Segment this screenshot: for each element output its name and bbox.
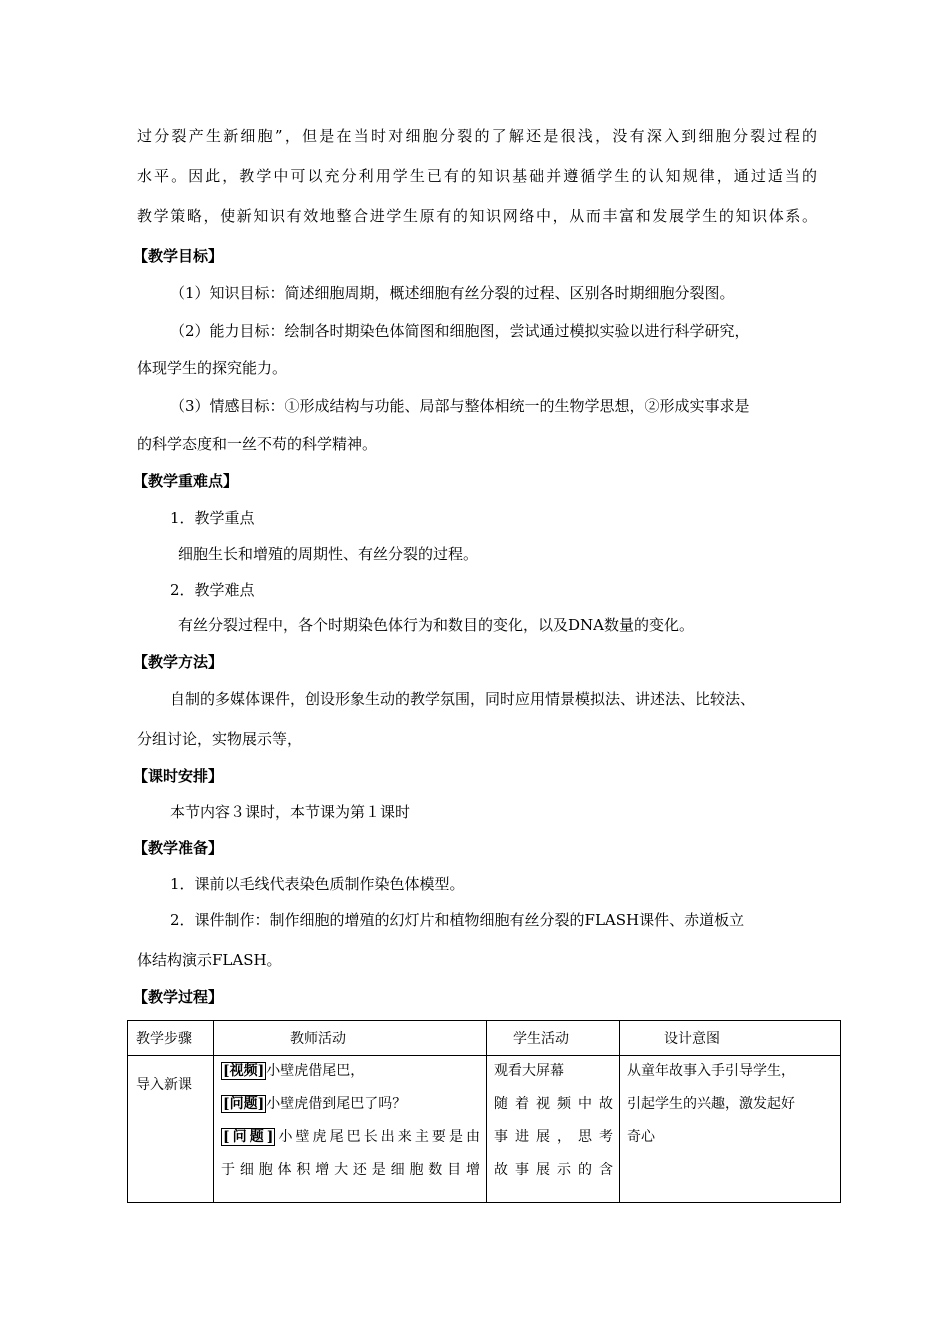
cell-design-intent	[620, 1056, 841, 1203]
intro-line-2: 水平。因此，教学中可以充分利用学生已有的知识基础并遵循学生的认知规律，通过适当的	[137, 167, 817, 185]
teaching-process-table	[127, 1020, 841, 1203]
objective-emotion-line-2: 的科学态度和一丝不苟的科学精神。	[137, 435, 378, 453]
objective-ability-line-1: （2）能力目标：绘制各时期染色体简图和细胞图，尝试通过模拟实验以进行科学研究，	[170, 322, 750, 340]
student-line: 故事展示的含	[494, 1162, 613, 1178]
student-line: 随着视频中故	[494, 1096, 613, 1112]
objectives-heading: 【教学目标】	[133, 247, 224, 265]
intro-line-3: 教学策略，使新知识有效地整合进学生原有的知识网络中，从而丰富和发展学生的知识体系。	[137, 207, 817, 225]
teacher-line: [视频] 小壁虎借尾巴，	[223, 1063, 365, 1079]
preparation-heading: 【教学准备】	[133, 839, 224, 857]
methods-line-2: 分组讨论，实物展示等，	[137, 730, 303, 748]
teacher-line: [问题] 小壁虎尾巴长出来主要是由	[223, 1129, 480, 1145]
methods-heading: 【教学方法】	[133, 653, 224, 671]
intro-line-1: 过分裂产生新细胞”，但是在当时对细胞分裂的了解还是很浅，没有深入到细胞分裂过程的	[137, 127, 817, 145]
intent-line: 引起学生的兴趣，激发起好	[627, 1096, 795, 1112]
methods-line-1: 自制的多媒体课件，创设形象生动的教学氛围，同时应用情景模拟法、讲述法、比较法、	[170, 690, 756, 708]
intent-line: 奇心	[627, 1129, 655, 1145]
key-point-text-2: 有丝分裂过程中，各个时期染色体行为和数目的变化，以及DNA数量的变化。	[178, 616, 694, 634]
table-header-row	[128, 1021, 841, 1056]
header-cell-student: 学生活动	[487, 1021, 620, 1056]
key-points-heading: 【教学重难点】	[133, 472, 239, 490]
preparation-item-1: 1．课前以毛线代表染色质制作染色体模型。	[170, 875, 465, 893]
header-cell-teacher: 教师活动	[214, 1021, 487, 1056]
teacher-line: 于细胞体积增大还是细胞数目增	[221, 1162, 480, 1178]
preparation-item-2-line-2: 体结构演示FLASH。	[137, 951, 282, 969]
schedule-heading: 【课时安排】	[133, 767, 224, 785]
step-label: 导入新课	[136, 1077, 192, 1093]
table-row	[128, 1056, 841, 1203]
cell-step	[128, 1056, 214, 1203]
student-line: 观看大屏幕	[494, 1063, 564, 1079]
schedule-text: 本节内容３课时，本节课为第１课时	[170, 803, 411, 821]
cell-student-activity	[487, 1056, 620, 1203]
process-heading: 【教学过程】	[133, 988, 224, 1006]
key-point-subheading-1: 1．教学重点	[170, 509, 255, 527]
video-tag: [视频]	[223, 1063, 265, 1079]
key-point-text-1: 细胞生长和增殖的周期性、有丝分裂的过程。	[178, 545, 479, 563]
student-line: 事进展，思考	[494, 1129, 613, 1145]
cell-teacher-activity	[214, 1056, 487, 1203]
objective-knowledge: （1）知识目标：简述细胞周期，概述细胞有丝分裂的过程、区别各时期细胞分裂图。	[170, 284, 735, 302]
key-point-subheading-2: 2．教学难点	[170, 581, 255, 599]
objective-ability-line-2: 体现学生的探究能力。	[137, 359, 288, 377]
teacher-line: [问题] 小壁虎借到尾巴了吗？	[223, 1096, 407, 1112]
preparation-item-2-line-1: 2．课件制作：制作细胞的增殖的幻灯片和植物细胞有丝分裂的FLASH课件、赤道板立	[170, 911, 745, 929]
objective-emotion-line-1: （3）情感目标：①形成结构与功能、局部与整体相统一的生物学思想，②形成实事求是	[170, 397, 750, 415]
header-cell-step: 教学步骤	[128, 1021, 214, 1056]
header-cell-intent: 设计意图	[620, 1021, 841, 1056]
question-tag: [问题]	[223, 1096, 265, 1112]
intent-line: 从童年故事入手引导学生，	[627, 1063, 795, 1079]
question-tag: [问题]	[223, 1129, 274, 1145]
